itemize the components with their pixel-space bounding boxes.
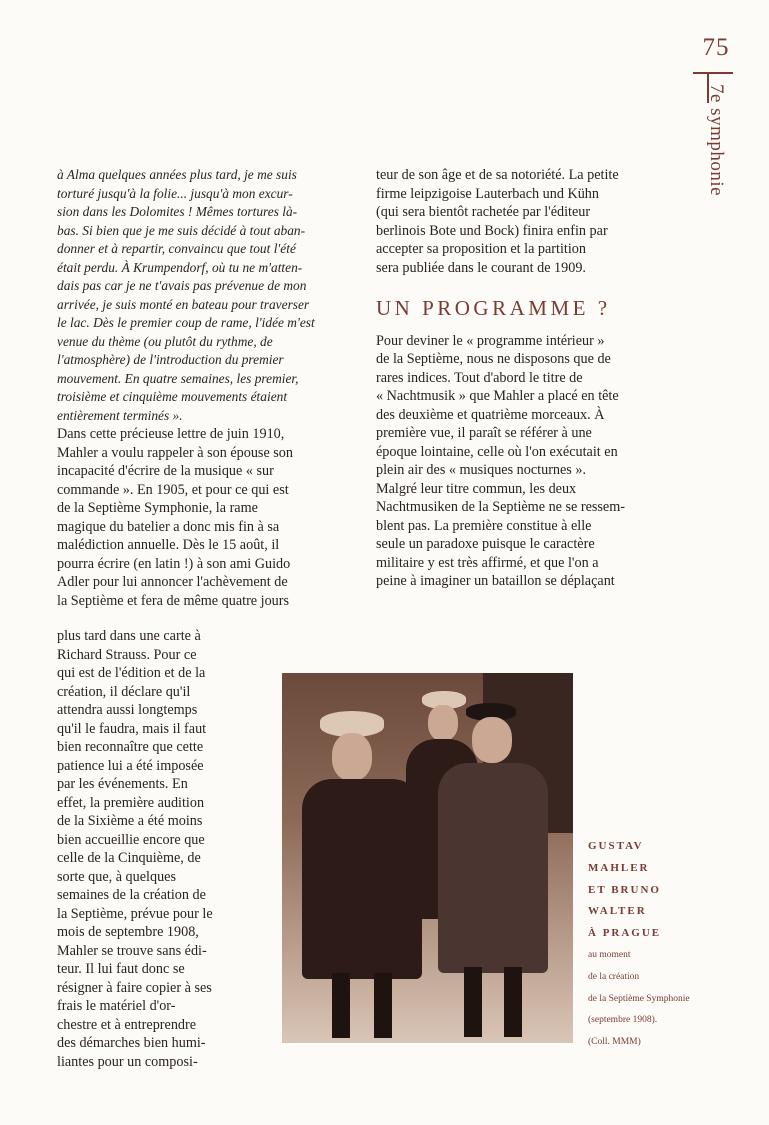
text-line: résigner à faire copier à ses bbox=[57, 979, 212, 996]
intro-paragraph bbox=[376, 166, 650, 277]
text-line: au moment bbox=[588, 949, 631, 960]
text-line: de la création bbox=[588, 971, 640, 982]
text-line: la Septième, prévue pour le bbox=[57, 905, 213, 922]
text-line: rares indices. Tout d'abord le titre de bbox=[376, 369, 583, 386]
text-line: accepter sa proposition et la partition bbox=[376, 241, 586, 257]
text-line: ET BRUNO bbox=[588, 883, 661, 896]
text-line: peine à imaginer un bataillon se déplaçant bbox=[376, 573, 615, 589]
text-line: de la Sixième a été moins bbox=[57, 813, 203, 829]
text-line: À PRAGUE bbox=[588, 927, 662, 940]
text-line: sorte que, à quelques bbox=[57, 868, 176, 885]
left-column-lower bbox=[57, 627, 237, 1071]
text-line: patience lui a été imposée bbox=[57, 757, 204, 774]
text-line: Mahler a voulu rappeler à son épouse son bbox=[57, 444, 293, 461]
text-line: seule un paradoxe puisque le caractère bbox=[376, 536, 595, 552]
section-title: UN PROGRAMME ? bbox=[376, 296, 611, 320]
caption-title bbox=[588, 836, 708, 945]
text-line: le lac. Dès le premier coup de rame, l'idée m'est bbox=[57, 315, 315, 330]
text-line: bien reconnaître que cette bbox=[57, 739, 204, 755]
text-line: plein air des « musiques nocturnes ». bbox=[376, 462, 587, 478]
text-line: Mahler se trouve sans édi- bbox=[57, 942, 207, 959]
text-line: l'atmosphère) de l'introduction du premier bbox=[57, 352, 284, 367]
text-line: sion dans les Dolomites ! Mêmes tortures là- bbox=[57, 204, 298, 219]
text-line: mois de septembre 1908, bbox=[57, 924, 199, 940]
text-line: incapacité d'écrire de la musique « sur bbox=[57, 463, 274, 479]
text-line: qui est de l'édition et de la bbox=[57, 665, 206, 681]
text-line: Richard Strauss. Pour ce bbox=[57, 646, 197, 663]
left-column bbox=[57, 166, 330, 610]
text-line: plus tard dans une carte à bbox=[57, 628, 201, 644]
text-line: dais pas car je ne t'avais pas prévenue de mon bbox=[57, 278, 307, 293]
text-line: par les événements. En bbox=[57, 776, 188, 792]
text-line: « Nachtmusik » que Mahler a placé en tête bbox=[376, 388, 619, 404]
text-line: frais le matériel d'or- bbox=[57, 998, 176, 1014]
text-line: MAHLER bbox=[588, 861, 650, 874]
text-line: de la Septième Symphonie bbox=[588, 993, 690, 1004]
text-line: qu'il le faudra, mais il faut bbox=[57, 720, 207, 737]
text-line: Dans cette précieuse lettre de juin 1910, bbox=[57, 426, 285, 442]
text-line: première vue, il paraît se référer à une bbox=[376, 425, 592, 441]
text-line: sera publiée dans le courant de 1909. bbox=[376, 259, 586, 276]
text-line: liantes pour un composi- bbox=[57, 1053, 198, 1070]
text-line: chestre et à entreprendre bbox=[57, 1016, 197, 1033]
text-line: Adler pour lui annoncer l'achèvement de bbox=[57, 574, 288, 590]
text-line: donner et à repartir, convaincu que tout l'été bbox=[57, 241, 296, 256]
caption-text bbox=[588, 945, 708, 1054]
text-line: bien accueillie encore que bbox=[57, 831, 205, 848]
text-line: GUSTAV bbox=[588, 840, 644, 852]
text-line: la Septième et fera de même quatre jours bbox=[57, 592, 290, 609]
text-line: pourra écrire (en latin !) à son ami Guido bbox=[57, 555, 291, 572]
text-line: de la Septième Symphonie, la rame bbox=[57, 500, 258, 516]
text-line: berlinois Bote und Bock) finira enfin par bbox=[376, 222, 608, 239]
text-line: création, il déclare qu'il bbox=[57, 683, 191, 700]
text-line: effet, la première audition bbox=[57, 794, 205, 811]
text-line: WALTER bbox=[588, 905, 647, 918]
photo-figure-walter bbox=[432, 703, 552, 1043]
photo-caption bbox=[588, 836, 708, 1054]
text-line: malédiction annuelle. Dès le 15 août, il bbox=[57, 537, 280, 553]
letter-quote bbox=[57, 166, 330, 425]
text-line: blent pas. La première constitue à elle bbox=[376, 517, 592, 534]
header-rule-horizontal bbox=[693, 72, 733, 74]
text-line: Pour deviner le « programme intérieur » bbox=[376, 332, 605, 349]
running-head: 7e symphonie bbox=[706, 84, 727, 197]
text-line: magique du batelier a donc mis fin à sa bbox=[57, 518, 280, 535]
text-line: mouvement. En quatre semaines, les premier, bbox=[57, 370, 299, 386]
text-line: troisième et cinquième mouvements étaient bbox=[57, 389, 288, 404]
text-line: (septembre 1908). bbox=[588, 1015, 658, 1026]
text-line: commande ». En 1905, et pour ce qui est bbox=[57, 481, 289, 498]
text-line: semaines de la création de bbox=[57, 887, 206, 903]
text-line: à Alma quelques années plus tard, je me suis bbox=[57, 167, 297, 182]
text-line: militaire y est très affirmé, et que l'on a bbox=[376, 554, 599, 571]
text-line: Malgré leur titre commun, les deux bbox=[376, 480, 577, 497]
right-column bbox=[376, 166, 650, 591]
body-paragraph bbox=[57, 425, 330, 610]
text-line: firme leipzigoise Lauterbach und Kühn bbox=[376, 185, 599, 202]
body-paragraph-continued bbox=[57, 627, 237, 1071]
text-line: des deuxième et quatrième morceaux. À bbox=[376, 406, 605, 423]
text-line: teur de son âge et de sa notoriété. La petite bbox=[376, 167, 619, 183]
text-line: des démarches bien humi- bbox=[57, 1035, 206, 1051]
text-line: arrivée, je suis monté en bateau pour traverser bbox=[57, 296, 310, 312]
text-line: teur. Il lui faut donc se bbox=[57, 961, 185, 977]
section-paragraph bbox=[376, 332, 650, 591]
photo-mahler-walter bbox=[282, 673, 573, 1043]
text-line: (Coll. MMM) bbox=[588, 1037, 641, 1048]
text-line: était perdu. À Krumpendorf, où tu ne m'atten- bbox=[57, 259, 303, 275]
page-number: 75 bbox=[702, 34, 730, 61]
text-line: Nachtmusiken de la Septième ne se ressem- bbox=[376, 499, 625, 515]
text-line: torturé jusqu'à la folie... jusqu'à mon excur- bbox=[57, 185, 293, 201]
text-line: entièrement terminés ». bbox=[57, 407, 183, 423]
text-line: attendra aussi longtemps bbox=[57, 702, 198, 718]
text-line: venue du thème (ou plutôt du rythme, de bbox=[57, 333, 273, 349]
text-line: bas. Si bien que je me suis décidé à tout aban- bbox=[57, 222, 306, 238]
text-line: époque lointaine, celle où l'on exécutait en bbox=[376, 443, 618, 460]
text-line: (qui sera bientôt rachetée par l'éditeur bbox=[376, 204, 591, 220]
text-line: de la Septième, nous ne disposons que de bbox=[376, 351, 611, 367]
text-line: celle de la Cinquième, de bbox=[57, 850, 201, 866]
